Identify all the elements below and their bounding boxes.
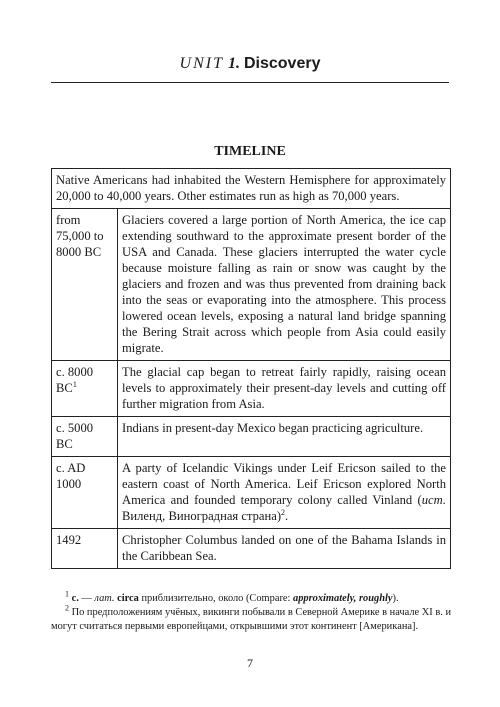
timeline-date: c. AD 1000 — [52, 457, 118, 529]
footnote-text: приблизительно, около (Compare: — [138, 593, 294, 604]
date-text: c. 8000 BC — [56, 365, 94, 395]
event-text-end: . — [285, 509, 289, 523]
timeline-table — [51, 168, 451, 569]
unit-label: UNIT — [179, 55, 224, 72]
event-text-cont: Виленд, Виноградная страна) — [122, 509, 282, 523]
footnote-mark: 1 — [65, 589, 69, 599]
timeline-date: from 75,000 to 8000 BC — [52, 209, 118, 361]
unit-header — [52, 52, 448, 76]
timeline-event: Christopher Columbus landed on one of the Bahama Islands in the Caribbean Sea. — [118, 529, 451, 569]
timeline-event — [118, 457, 451, 529]
footnote-text: По предположениям учёных, викинги побывали в Северной Америке в начале XI в. и могут считаться первыми европейцами, открывшими этот континент [Америкaна]. — [51, 607, 451, 632]
timeline-event: Glaciers covered a large portion of North America, the ice cap extending southward to the approximate present border of the USA and Canada. These glaciers interrupted the water cycle because moisture falling as rain or snow was caught by the glaciers and frozen and was thus prevented from draining back into the seas or evaporating into the atmosphere. This process lowered ocean levels, exposing a natural land bridge spanning the Bering Strait across which people from Asia could easily migrate. — [118, 209, 451, 361]
footnote-end: ). — [392, 593, 399, 604]
abbrev-ist: ист. — [421, 493, 446, 507]
footnotes — [51, 589, 451, 634]
timeline-intro: Native Americans had inhabited the Western Hemisphere for approximately 20,000 to 40,000 years. Other estimates run as high as 70,000 years. — [52, 169, 451, 209]
table-row — [52, 417, 451, 457]
timeline-event: The glacial cap began to retreat fairly rapidly, raising ocean levels to approximately their present-day levels and cutting off further migration from Asia. — [118, 361, 451, 417]
footnote-term: c. — [71, 593, 79, 604]
footnote-compare: approximately, roughly — [293, 593, 393, 604]
footnote-mark: 2 — [65, 603, 69, 613]
section-title: TIMELINE — [214, 144, 286, 159]
event-text: A party of Icelandic Vikings under Leif Ericson sailed to the eastern coast of North America. Leif Ericson explored North America and founded temporary colony called Vinland ( — [122, 461, 446, 507]
footnote-2 — [51, 603, 451, 634]
table-row — [52, 169, 451, 209]
footnote-lat: лат. — [94, 593, 115, 604]
page-number: 7 — [247, 656, 253, 670]
timeline-date: 1492 — [52, 529, 118, 569]
table-row — [52, 209, 451, 361]
table-row — [52, 457, 451, 529]
timeline-event: Indians in present-day Mexico began practicing agriculture. — [118, 417, 451, 457]
footnote-ref: 1 — [72, 379, 77, 389]
footnote-1 — [51, 589, 451, 606]
footnote-word: circa — [114, 593, 139, 604]
header-rule — [51, 82, 449, 83]
timeline-date: c. 5000 BC — [52, 417, 118, 457]
table-row — [52, 361, 451, 417]
footnote-dash: — — [78, 593, 95, 604]
table-row — [52, 529, 451, 569]
unit-title: Discovery — [243, 55, 321, 72]
timeline-date — [52, 361, 118, 417]
unit-number: 1. — [227, 55, 240, 72]
footnote-ref: 2 — [281, 507, 286, 517]
